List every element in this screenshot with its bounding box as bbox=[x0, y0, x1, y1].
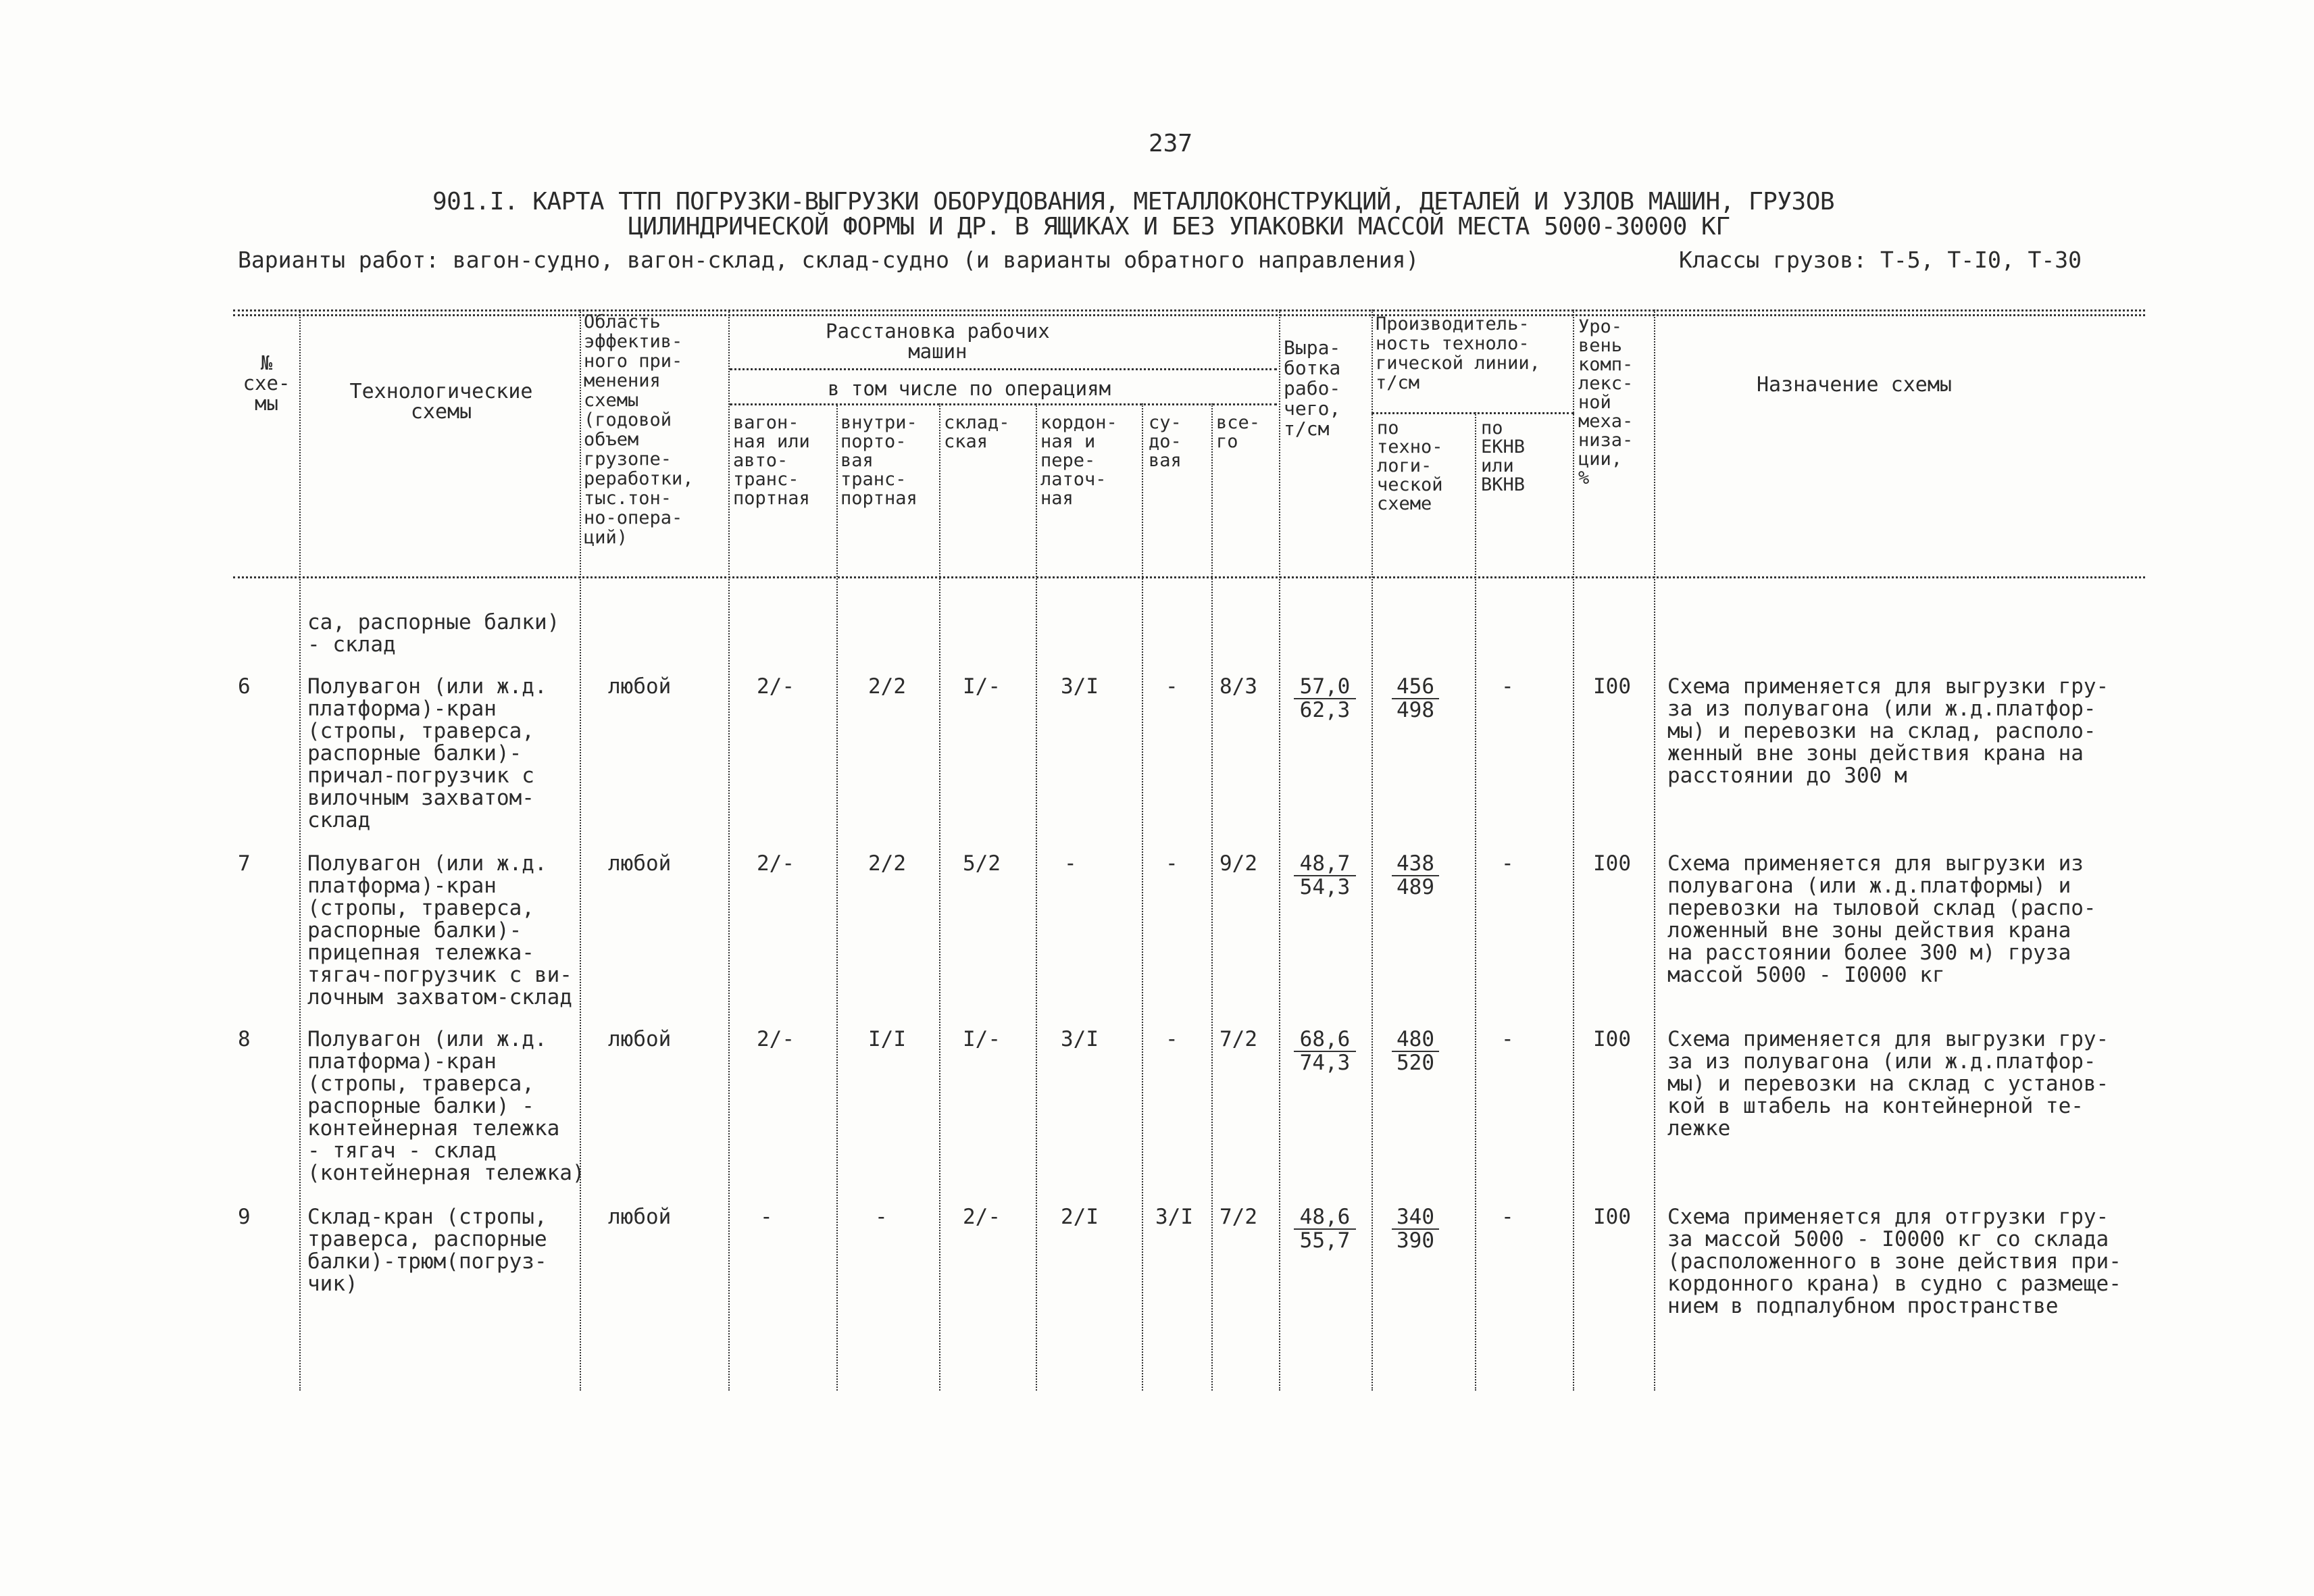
col-divider bbox=[1036, 403, 1037, 1391]
output-denominator: 55,7 bbox=[1299, 1228, 1351, 1253]
ship-ops: - bbox=[1165, 674, 1178, 699]
cordon-ops: - bbox=[1064, 851, 1077, 876]
tech-scheme: Склад-кран (стропы, траверса, распорные балки)-трюм(погруз- чик) bbox=[307, 1205, 547, 1296]
warehouse-ops: I/- bbox=[963, 1027, 1001, 1051]
mechanization-level: I00 bbox=[1593, 674, 1631, 699]
wagon-ops: 2/- bbox=[757, 1027, 795, 1051]
header-wagon: вагон- ная или авто- транс- портная bbox=[733, 412, 810, 509]
cargo-classes: Классы грузов: Т-5, Т-I0, Т-30 bbox=[1679, 247, 2082, 273]
header-purpose: Назначение схемы bbox=[1757, 373, 1952, 397]
productivity-denominator: 390 bbox=[1397, 1228, 1434, 1253]
mechanization-level: I00 bbox=[1593, 1027, 1631, 1051]
output-denominator: 62,3 bbox=[1299, 698, 1351, 722]
productivity-denominator: 498 bbox=[1397, 698, 1434, 722]
inner-port-ops: 2/2 bbox=[868, 674, 906, 699]
header-warehouse: склад- ская bbox=[944, 412, 1010, 452]
scheme-number: 7 bbox=[238, 851, 251, 876]
application-area: любой bbox=[608, 851, 672, 876]
col-divider bbox=[1475, 412, 1476, 1391]
col-divider bbox=[1372, 309, 1373, 1391]
total-ops: 8/3 bbox=[1219, 674, 1257, 699]
carried-over-text: са, распорные балки) - склад bbox=[307, 610, 560, 657]
line-productivity bbox=[1392, 676, 1439, 722]
header-by-operations: в том числе по операциям bbox=[828, 377, 1111, 400]
header-scheme-number: № схе- мы bbox=[243, 351, 291, 415]
header-application-area: Область эффектив- ного при- менения схемы (годовой объем грузопе- реработки, тыс.тон- но-опера- ций) bbox=[584, 311, 694, 548]
line-productivity bbox=[1392, 1206, 1439, 1252]
ship-ops: - bbox=[1165, 1027, 1178, 1051]
header-total: все- го bbox=[1216, 412, 1261, 452]
inner-port-ops: 2/2 bbox=[868, 851, 906, 876]
eknv-productivity: - bbox=[1501, 1205, 1514, 1229]
header-bottom-border bbox=[233, 576, 2145, 578]
col-divider bbox=[1279, 309, 1280, 1391]
header-output: Выра- ботка рабо- чего, т/см bbox=[1284, 336, 1341, 440]
col-divider bbox=[1211, 403, 1213, 1391]
output-denominator: 54,3 bbox=[1299, 875, 1351, 899]
productivity-denominator: 520 bbox=[1397, 1051, 1434, 1075]
col-divider bbox=[728, 309, 730, 1391]
scheme-number: 8 bbox=[238, 1027, 251, 1051]
inner-port-ops: I/I bbox=[868, 1027, 906, 1051]
cordon-ops: 3/I bbox=[1061, 674, 1099, 699]
warehouse-ops: 2/- bbox=[963, 1205, 1001, 1229]
total-ops: 9/2 bbox=[1219, 851, 1257, 876]
productivity-numerator: 340 bbox=[1392, 1206, 1439, 1230]
mechanization-level: I00 bbox=[1593, 1205, 1631, 1229]
scheme-purpose: Схема применяется для выгрузки гру- за из полувагона (или ж.д.платфор- мы) и перевозки на склад с установ- кой в штабель на контейнерной те- лежке bbox=[1667, 1027, 2109, 1141]
work-variants: Варианты работ: вагон-судно, вагон-склад, склад-судно (и варианты обратного направления) bbox=[238, 247, 1419, 273]
warehouse-ops: 5/2 bbox=[963, 851, 1001, 876]
header-ship: су- до- вая bbox=[1149, 412, 1182, 471]
eknv-productivity: - bbox=[1501, 1027, 1514, 1051]
header-by-eknv: по ЕКНВ или ВКНВ bbox=[1481, 418, 1526, 495]
header-cordon: кордон- ная и пере- латоч- ная bbox=[1040, 412, 1117, 509]
col-divider bbox=[1573, 309, 1574, 1391]
application-area: любой bbox=[608, 1027, 672, 1051]
productivity-subheader-line bbox=[1372, 412, 1574, 414]
productivity-numerator: 480 bbox=[1392, 1028, 1439, 1052]
header-machine-placement: Расстановка рабочих машин bbox=[826, 320, 1050, 363]
wagon-ops: 2/- bbox=[757, 851, 795, 876]
header-by-scheme: по техно- логи- ческой схеме bbox=[1377, 418, 1443, 514]
mechanization-level: I00 bbox=[1593, 851, 1631, 876]
col-divider bbox=[1654, 309, 1655, 1391]
tech-scheme: Полувагон (или ж.д. платформа)-кран (стропы, траверса, распорные балки)- прицепная тележка- тягач-погрузчик с ви- лочным захватом-склад bbox=[307, 851, 572, 1009]
scheme-purpose: Схема применяется для выгрузки из полувагона (или ж.д.платформы) и перевозки на тыловой склад (распо- ложенный вне зоны действия крана на расстоянии более 300 м) груза массой 5000 - I0000 кг bbox=[1667, 851, 2096, 987]
output-denominator: 74,3 bbox=[1299, 1051, 1351, 1075]
scheme-number: 9 bbox=[238, 1205, 251, 1229]
worker-output bbox=[1294, 1206, 1356, 1252]
application-area: любой bbox=[608, 674, 672, 699]
document-title-line-2: ЦИЛИНДРИЧЕСКОЙ ФОРМЫ И ДР. В ЯЩИКАХ И БЕЗ УПАКОВКИ МАССОЙ МЕСТА 5000-30000 КГ bbox=[628, 213, 1730, 241]
total-ops: 7/2 bbox=[1219, 1205, 1257, 1229]
col-divider bbox=[939, 403, 940, 1391]
col-divider bbox=[836, 403, 838, 1391]
cordon-ops: 2/I bbox=[1061, 1205, 1099, 1229]
eknv-productivity: - bbox=[1501, 674, 1514, 699]
table-top-border-inner bbox=[233, 314, 2145, 316]
scheme-purpose: Схема применяется для отгрузки гру- за массой 5000 - I0000 кг со склада (расположенного в зоне действия при- кордонного крана) в судно с размеще- нием в подпалубном пространстве bbox=[1667, 1205, 2121, 1318]
header-productivity: Производитель- ность техноло- гической линии, т/см bbox=[1376, 314, 1540, 393]
tech-scheme: Полувагон (или ж.д. платформа)-кран (стропы, траверса, распорные балки)- причал-погрузчик с вилочным захватом- склад bbox=[307, 674, 547, 832]
worker-output bbox=[1294, 676, 1356, 722]
line-productivity bbox=[1392, 1028, 1439, 1074]
application-area: любой bbox=[608, 1205, 672, 1229]
ship-ops: - bbox=[1165, 851, 1178, 876]
worker-output bbox=[1294, 853, 1356, 899]
document-title-line-1: 901.I. КАРТА ТТП ПОГРУЗКИ-ВЫГРУЗКИ ОБОРУДОВАНИЯ, МЕТАЛЛОКОНСТРУКЦИЙ, ДЕТАЛЕЙ И УЗЛОВ МАШИН, ГРУЗОВ bbox=[432, 188, 1835, 216]
col-divider bbox=[1142, 403, 1143, 1391]
eknv-productivity: - bbox=[1501, 851, 1514, 876]
header-inner-port: внутри- порто- вая транс- портная bbox=[840, 412, 917, 509]
output-numerator: 48,7 bbox=[1294, 853, 1356, 876]
output-numerator: 68,6 bbox=[1294, 1028, 1356, 1052]
col-divider bbox=[299, 309, 301, 1391]
tech-scheme: Полувагон (или ж.д. платформа)-кран (стропы, траверса, распорные балки) - контейнерная тележка - тягач - склад (контейнерная тележка) bbox=[307, 1027, 585, 1185]
header-tech-schemes: Технологические схемы bbox=[349, 380, 533, 424]
line-productivity bbox=[1392, 853, 1439, 899]
cordon-ops: 3/I bbox=[1061, 1027, 1099, 1051]
ship-ops: 3/I bbox=[1155, 1205, 1193, 1229]
productivity-numerator: 456 bbox=[1392, 676, 1439, 699]
total-ops: 7/2 bbox=[1219, 1027, 1257, 1051]
page-number: 237 bbox=[1149, 130, 1193, 157]
productivity-denominator: 489 bbox=[1397, 875, 1434, 899]
table-top-border bbox=[233, 309, 2145, 311]
header-mechanization: Уро- вень комп- лекс- ной меха- низа- ции, % bbox=[1578, 316, 1634, 489]
scheme-purpose: Схема применяется для выгрузки гру- за из полувагона (или ж.д.платфор- мы) и перевозки на склад, располо- женный вне зоны действия крана на расстоянии до 300 м bbox=[1667, 674, 2109, 788]
warehouse-ops: I/- bbox=[963, 674, 1001, 699]
wagon-ops: 2/- bbox=[757, 674, 795, 699]
output-numerator: 48,6 bbox=[1294, 1206, 1356, 1230]
col-divider bbox=[580, 309, 581, 1391]
wagon-ops: - bbox=[760, 1205, 773, 1229]
ops-subheader-line bbox=[730, 403, 1277, 405]
placement-subheader-line bbox=[730, 368, 1277, 370]
scheme-number: 6 bbox=[238, 674, 251, 699]
output-numerator: 57,0 bbox=[1294, 676, 1356, 699]
inner-port-ops: - bbox=[875, 1205, 888, 1229]
productivity-numerator: 438 bbox=[1392, 853, 1439, 876]
worker-output bbox=[1294, 1028, 1356, 1074]
